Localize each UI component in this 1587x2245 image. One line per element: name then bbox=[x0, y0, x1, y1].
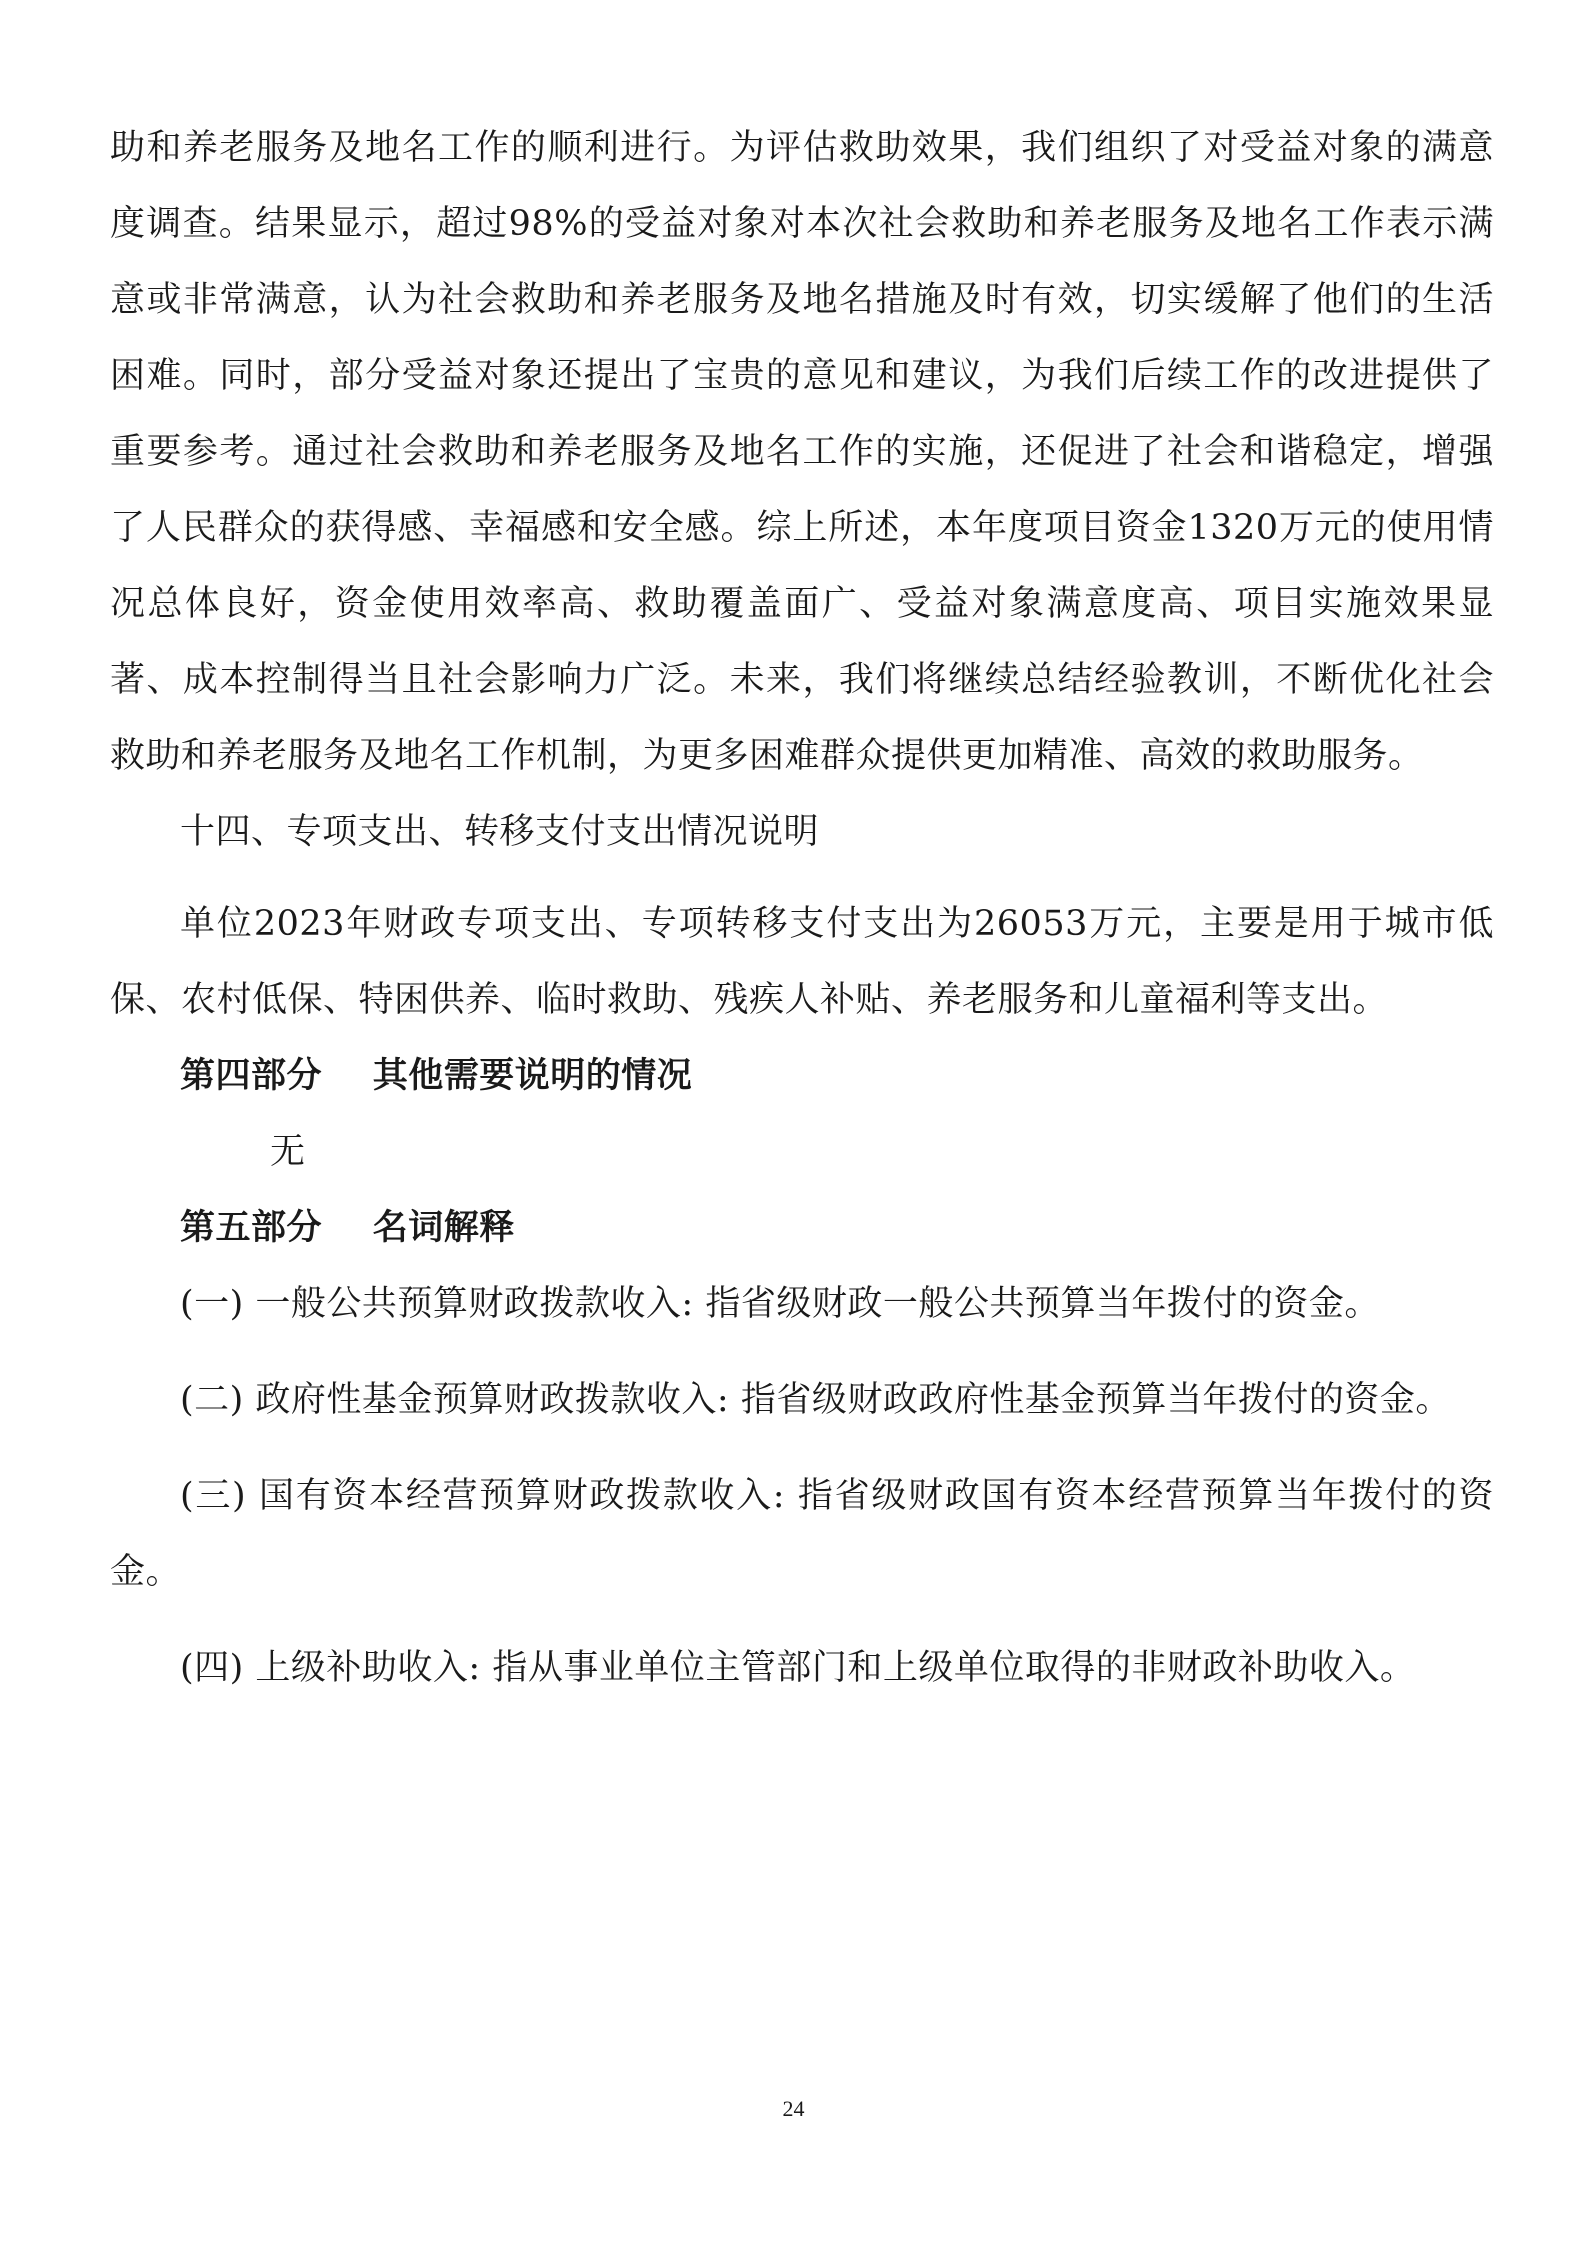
definition-item: (三) 国有资本经营预算财政拨款收入: 指省级财政国有资本经营预算当年拨付的资金。 bbox=[110, 1476, 1494, 1592]
section14-title: 十四、专项支出、转移支付支出情况说明 bbox=[180, 812, 820, 852]
definition-item: (四) 上级补助收入: 指从事业单位主管部门和上级单位取得的非财政补助收入。 bbox=[180, 1648, 1416, 1688]
part4-body: 无 bbox=[270, 1132, 306, 1172]
part5-heading: 第五部分 名词解释 bbox=[180, 1208, 515, 1248]
definition-item: (一) 一般公共预算财政拨款收入: 指省级财政一般公共预算当年拨付的资金。 bbox=[180, 1284, 1380, 1324]
page-content bbox=[110, 110, 1494, 1726]
definition-item: (二) 政府性基金预算财政拨款收入: 指省级财政政府性基金预算当年拨付的资金。 bbox=[180, 1380, 1451, 1420]
continuation-paragraph: 助和养老服务及地名工作的顺利进行。为评估救助效果，我们组织了对受益对象的满意度调查。结果显示，超过98%的受益对象对本次社会救助和养老服务及地名工作表示满意或非常满意，认为社会救助和养老服务及地名措施及时有效，切实缓解了他们的生活困难。同时，部分受益对象还提出了宝贵的意见和建议，为我们后续工作的改进提供了重要参考。通过社会救助和养老服务及地名工作的实施，还促进了社会和谐稳定，增强了人民群众的获得感、幸福感和安全感。综上所述，本年度项目资金1320万元的使用情况总体良好，资金使用效率高、救助覆盖面广、受益对象满意度高、项目实施效果显著、成本控制得当且社会影响力广泛。未来，我们将继续总结经验教训，不断优化社会救助和养老服务及地名工作机制，为更多困难群众提供更加精准、高效的救助服务。 bbox=[110, 128, 1494, 776]
page-number: 24 bbox=[782, 2096, 805, 2121]
section14-body: 单位2023年财政专项支出、专项转移支付支出为26053万元，主要是用于城市低保、农村低保、特困供养、临时救助、残疾人补贴、养老服务和儿童福利等支出。 bbox=[110, 904, 1494, 1020]
part4-heading: 第四部分 其他需要说明的情况 bbox=[180, 1056, 693, 1096]
